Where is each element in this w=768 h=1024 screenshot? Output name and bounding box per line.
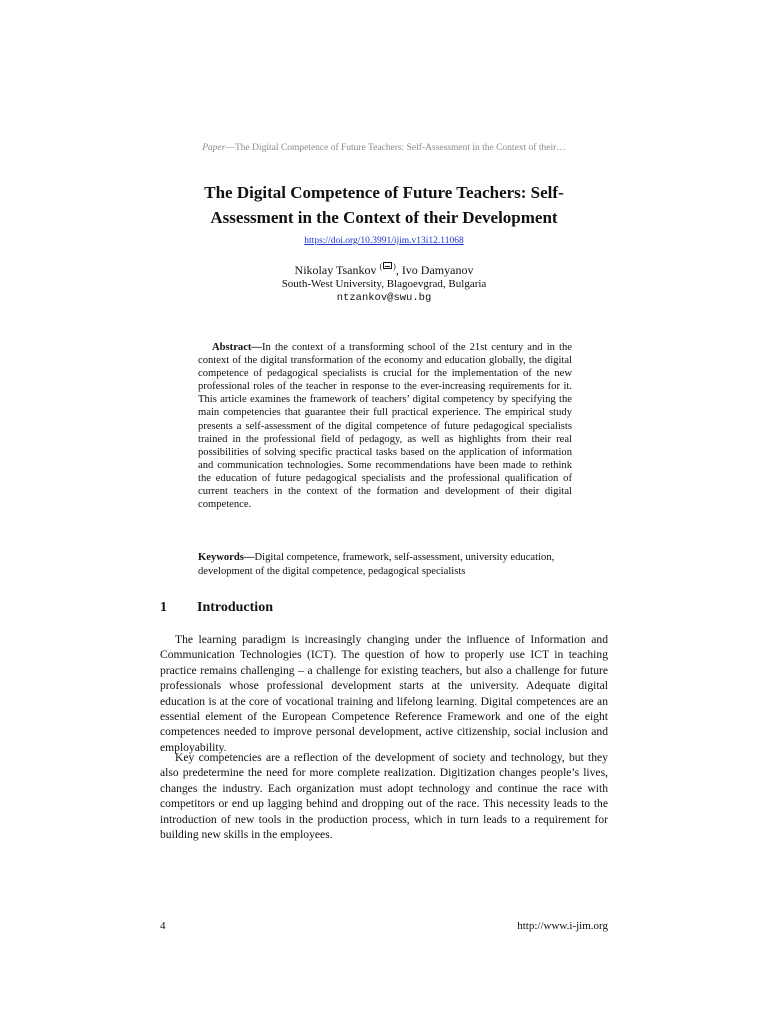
author-name: , Ivo Damyanov — [395, 263, 474, 277]
keywords-text: Digital competence, framework, self-assessment, university education, development of the digital competence, pedagogical specialists — [198, 552, 555, 577]
author-list: Nikolay Tsankov ( ), Ivo Damyanov — [294, 262, 474, 277]
envelope-icon[interactable] — [383, 262, 392, 269]
author-name: Nikolay Tsankov — [294, 263, 377, 277]
author-email: ntzankov@swu.bg — [336, 292, 432, 304]
abstract-text: In the context of a transforming school of the 21st century and in the context of the digital transformation of the economy and education globally, the digital competence of pedagogical specialists is crucial for the implementation of the new professional roles of the teacher in response to the ever-increasing requirements for it. This article examines the framework of teachers’ digital competency by specifying the main competencies that guarantee their full practical experience. The empirical study presents a self-assessment of the digital competence of future pedagogical specialists trained in the professional field of pedagogy, as well as highlights from their real possibilities of solving specific practical tasks based on the application of information and communication technologies. Some recommendations have been made to rethink the education of future pedagogical specialists and the professional qualification of current teachers in the context of the formation and development of their digital competence. — [198, 342, 572, 511]
section-heading — [160, 600, 608, 616]
section-number: 1 — [160, 600, 167, 615]
keywords-label: Keywords— — [198, 552, 255, 563]
doi-link[interactable]: https://doi.org/10.3991/ijim.v13i12.11068 — [304, 236, 464, 246]
affiliation: South-West University, Blagoevgrad, Bulgaria — [281, 278, 487, 290]
abstract-label: Abstract— — [212, 342, 263, 353]
body-paragraph: Key competencies are a reflection of the development of society and technology, but they also predetermine the need for more complete realization. Digitization changes people’s lives, changes the industry. Each organization must adopt technology and continue the race with competitors or end up lagging behind and dropping out of the race. This necessity leads to the introduction of new tools in the production process, which in turn leads to a requirement for building new skills in the employees. — [160, 751, 608, 842]
paper-title: The Digital Competence of Future Teachers: Self-Assessment in the Context of their Development — [204, 183, 564, 227]
footer-url: http://www.i-jim.org — [517, 920, 608, 932]
body-paragraph: The learning paradigm is increasingly changing under the influence of Information and Communication Technologies (ICT). The question of how to properly use ICT in teaching practice remains challenging – a challenge for existing teachers, but also a challenge for future professionals whose professional development starts at the university. Adequate digital education is at the core of vocational training and lifelong learning. Digital competences are an essential element of the European Competence Reference Framework and one of the eight competences needed to improve personal development, active citizenship, social inclusion and employability. — [160, 633, 608, 754]
doi — [160, 236, 608, 246]
running-head — [160, 143, 608, 153]
running-head-text: —The Digital Competence of Future Teachers: Self-Assessment in the Context of their… — [225, 143, 566, 153]
running-head-label: Paper — [202, 143, 226, 153]
page-number: 4 — [160, 920, 166, 932]
section-title: Introduction — [197, 600, 273, 615]
abstract — [198, 341, 572, 511]
keywords — [198, 551, 572, 578]
